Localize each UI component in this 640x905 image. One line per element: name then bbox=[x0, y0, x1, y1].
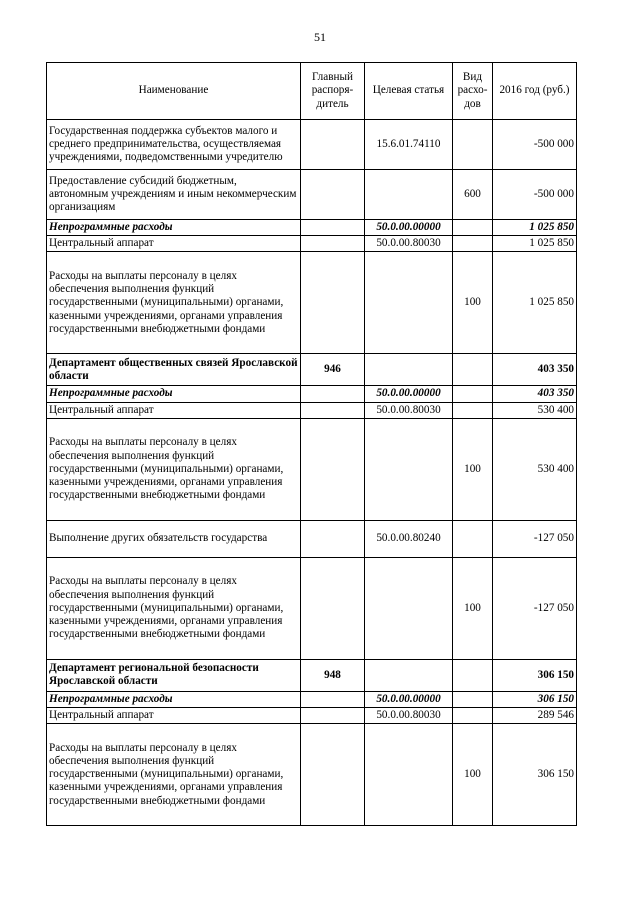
row-name-cell: Департамент общественных связей Ярославской области bbox=[47, 354, 301, 386]
row-vid-cell bbox=[453, 354, 493, 386]
row-target-cell: 15.6.01.74110 bbox=[365, 120, 453, 170]
row-admin-cell bbox=[301, 220, 365, 236]
row-vid-cell bbox=[453, 691, 493, 707]
row-vid-cell bbox=[453, 386, 493, 402]
row-target-cell bbox=[365, 659, 453, 691]
row-vid-cell bbox=[453, 708, 493, 724]
row-target-cell bbox=[365, 252, 453, 354]
row-name-cell: Непрограммные расходы bbox=[47, 691, 301, 707]
row-vid-cell bbox=[453, 402, 493, 418]
row-name-cell: Выполнение других обязательств государства bbox=[47, 520, 301, 557]
row-admin-cell bbox=[301, 520, 365, 557]
row-vid-cell bbox=[453, 120, 493, 170]
table-row bbox=[47, 236, 577, 252]
table-row bbox=[47, 252, 577, 354]
row-target-cell bbox=[365, 557, 453, 659]
row-sum-cell: 530 400 bbox=[493, 418, 577, 520]
row-sum-cell: 306 150 bbox=[493, 659, 577, 691]
table-row bbox=[47, 120, 577, 170]
row-vid-cell bbox=[453, 520, 493, 557]
table-row bbox=[47, 386, 577, 402]
table-row bbox=[47, 724, 577, 826]
row-target-cell bbox=[365, 418, 453, 520]
budget-table bbox=[46, 62, 577, 826]
row-target-cell: 50.0.00.00000 bbox=[365, 386, 453, 402]
row-sum-cell: -500 000 bbox=[493, 120, 577, 170]
row-target-cell bbox=[365, 170, 453, 220]
row-admin-cell bbox=[301, 252, 365, 354]
row-admin-cell: 946 bbox=[301, 354, 365, 386]
table-row bbox=[47, 220, 577, 236]
row-admin-cell bbox=[301, 402, 365, 418]
row-name-cell: Непрограммные расходы bbox=[47, 220, 301, 236]
row-name-cell: Расходы на выплаты персоналу в целях обеспечения выполнения функций государственными (муниципальными) органами, казенными учреждениями, органами управления государственными внебюджетными фондами bbox=[47, 418, 301, 520]
row-target-cell: 50.0.00.80030 bbox=[365, 236, 453, 252]
row-name-cell: Непрограммные расходы bbox=[47, 386, 301, 402]
row-sum-cell: 403 350 bbox=[493, 354, 577, 386]
row-target-cell: 50.0.00.00000 bbox=[365, 691, 453, 707]
row-name-cell: Департамент региональной безопасности Ярославской области bbox=[47, 659, 301, 691]
row-sum-cell: 306 150 bbox=[493, 691, 577, 707]
row-admin-cell bbox=[301, 557, 365, 659]
row-admin-cell bbox=[301, 386, 365, 402]
row-vid-cell: 100 bbox=[453, 557, 493, 659]
row-vid-cell: 100 bbox=[453, 724, 493, 826]
row-target-cell bbox=[365, 354, 453, 386]
page-number: 51 bbox=[314, 30, 326, 44]
row-name-cell: Центральный аппарат bbox=[47, 402, 301, 418]
row-target-cell: 50.0.00.00000 bbox=[365, 220, 453, 236]
row-vid-cell: 600 bbox=[453, 170, 493, 220]
row-admin-cell: 948 bbox=[301, 659, 365, 691]
row-admin-cell bbox=[301, 418, 365, 520]
row-admin-cell bbox=[301, 236, 365, 252]
table-row bbox=[47, 418, 577, 520]
header-target: Целевая статья bbox=[365, 63, 453, 120]
row-target-cell: 50.0.00.80240 bbox=[365, 520, 453, 557]
row-admin-cell bbox=[301, 708, 365, 724]
row-sum-cell: -127 050 bbox=[493, 557, 577, 659]
row-sum-cell: 530 400 bbox=[493, 402, 577, 418]
row-name-cell: Государственная поддержка субъектов малого и среднего предпринимательства, осуществляемая учреждениями, подведомственными учредителю bbox=[47, 120, 301, 170]
table-body bbox=[47, 120, 577, 826]
table-row bbox=[47, 557, 577, 659]
header-name: Наименование bbox=[47, 63, 301, 120]
header-sum: 2016 год (руб.) bbox=[493, 63, 577, 120]
row-admin-cell bbox=[301, 724, 365, 826]
table-row bbox=[47, 170, 577, 220]
row-name-cell: Расходы на выплаты персоналу в целях обеспечения выполнения функций государственными (муниципальными) органами, казенными учреждениями, органами управления государственными внебюджетными фондами bbox=[47, 724, 301, 826]
row-sum-cell: 289 546 bbox=[493, 708, 577, 724]
row-vid-cell: 100 bbox=[453, 252, 493, 354]
row-target-cell: 50.0.00.80030 bbox=[365, 402, 453, 418]
row-name-cell: Предоставление субсидий бюджетным, автономным учреждениям и иным некоммерческим организациям bbox=[47, 170, 301, 220]
row-sum-cell: 1 025 850 bbox=[493, 236, 577, 252]
table-row bbox=[47, 659, 577, 691]
row-sum-cell: -127 050 bbox=[493, 520, 577, 557]
row-name-cell: Центральный аппарат bbox=[47, 708, 301, 724]
table-row bbox=[47, 691, 577, 707]
row-target-cell bbox=[365, 724, 453, 826]
row-vid-cell bbox=[453, 236, 493, 252]
row-name-cell: Расходы на выплаты персоналу в целях обеспечения выполнения функций государственными (муниципальными) органами, казенными учреждениями, органами управления государственными внебюджетными фондами bbox=[47, 557, 301, 659]
row-sum-cell: 403 350 bbox=[493, 386, 577, 402]
row-admin-cell bbox=[301, 170, 365, 220]
row-vid-cell bbox=[453, 220, 493, 236]
row-sum-cell: 306 150 bbox=[493, 724, 577, 826]
row-vid-cell bbox=[453, 659, 493, 691]
row-name-cell: Расходы на выплаты персоналу в целях обеспечения выполнения функций государственными (муниципальными) органами, казенными учреждениями, органами управления государственными внебюджетными фондами bbox=[47, 252, 301, 354]
table-row bbox=[47, 520, 577, 557]
table-row bbox=[47, 354, 577, 386]
table-row bbox=[47, 402, 577, 418]
row-admin-cell bbox=[301, 120, 365, 170]
header-vid: Вид расхо-дов bbox=[453, 63, 493, 120]
row-target-cell: 50.0.00.80030 bbox=[365, 708, 453, 724]
row-sum-cell: -500 000 bbox=[493, 170, 577, 220]
header-admin: Главный распоря-дитель bbox=[301, 63, 365, 120]
table-header-row bbox=[47, 63, 577, 120]
table-row bbox=[47, 708, 577, 724]
row-sum-cell: 1 025 850 bbox=[493, 252, 577, 354]
row-name-cell: Центральный аппарат bbox=[47, 236, 301, 252]
row-admin-cell bbox=[301, 691, 365, 707]
row-vid-cell: 100 bbox=[453, 418, 493, 520]
row-sum-cell: 1 025 850 bbox=[493, 220, 577, 236]
